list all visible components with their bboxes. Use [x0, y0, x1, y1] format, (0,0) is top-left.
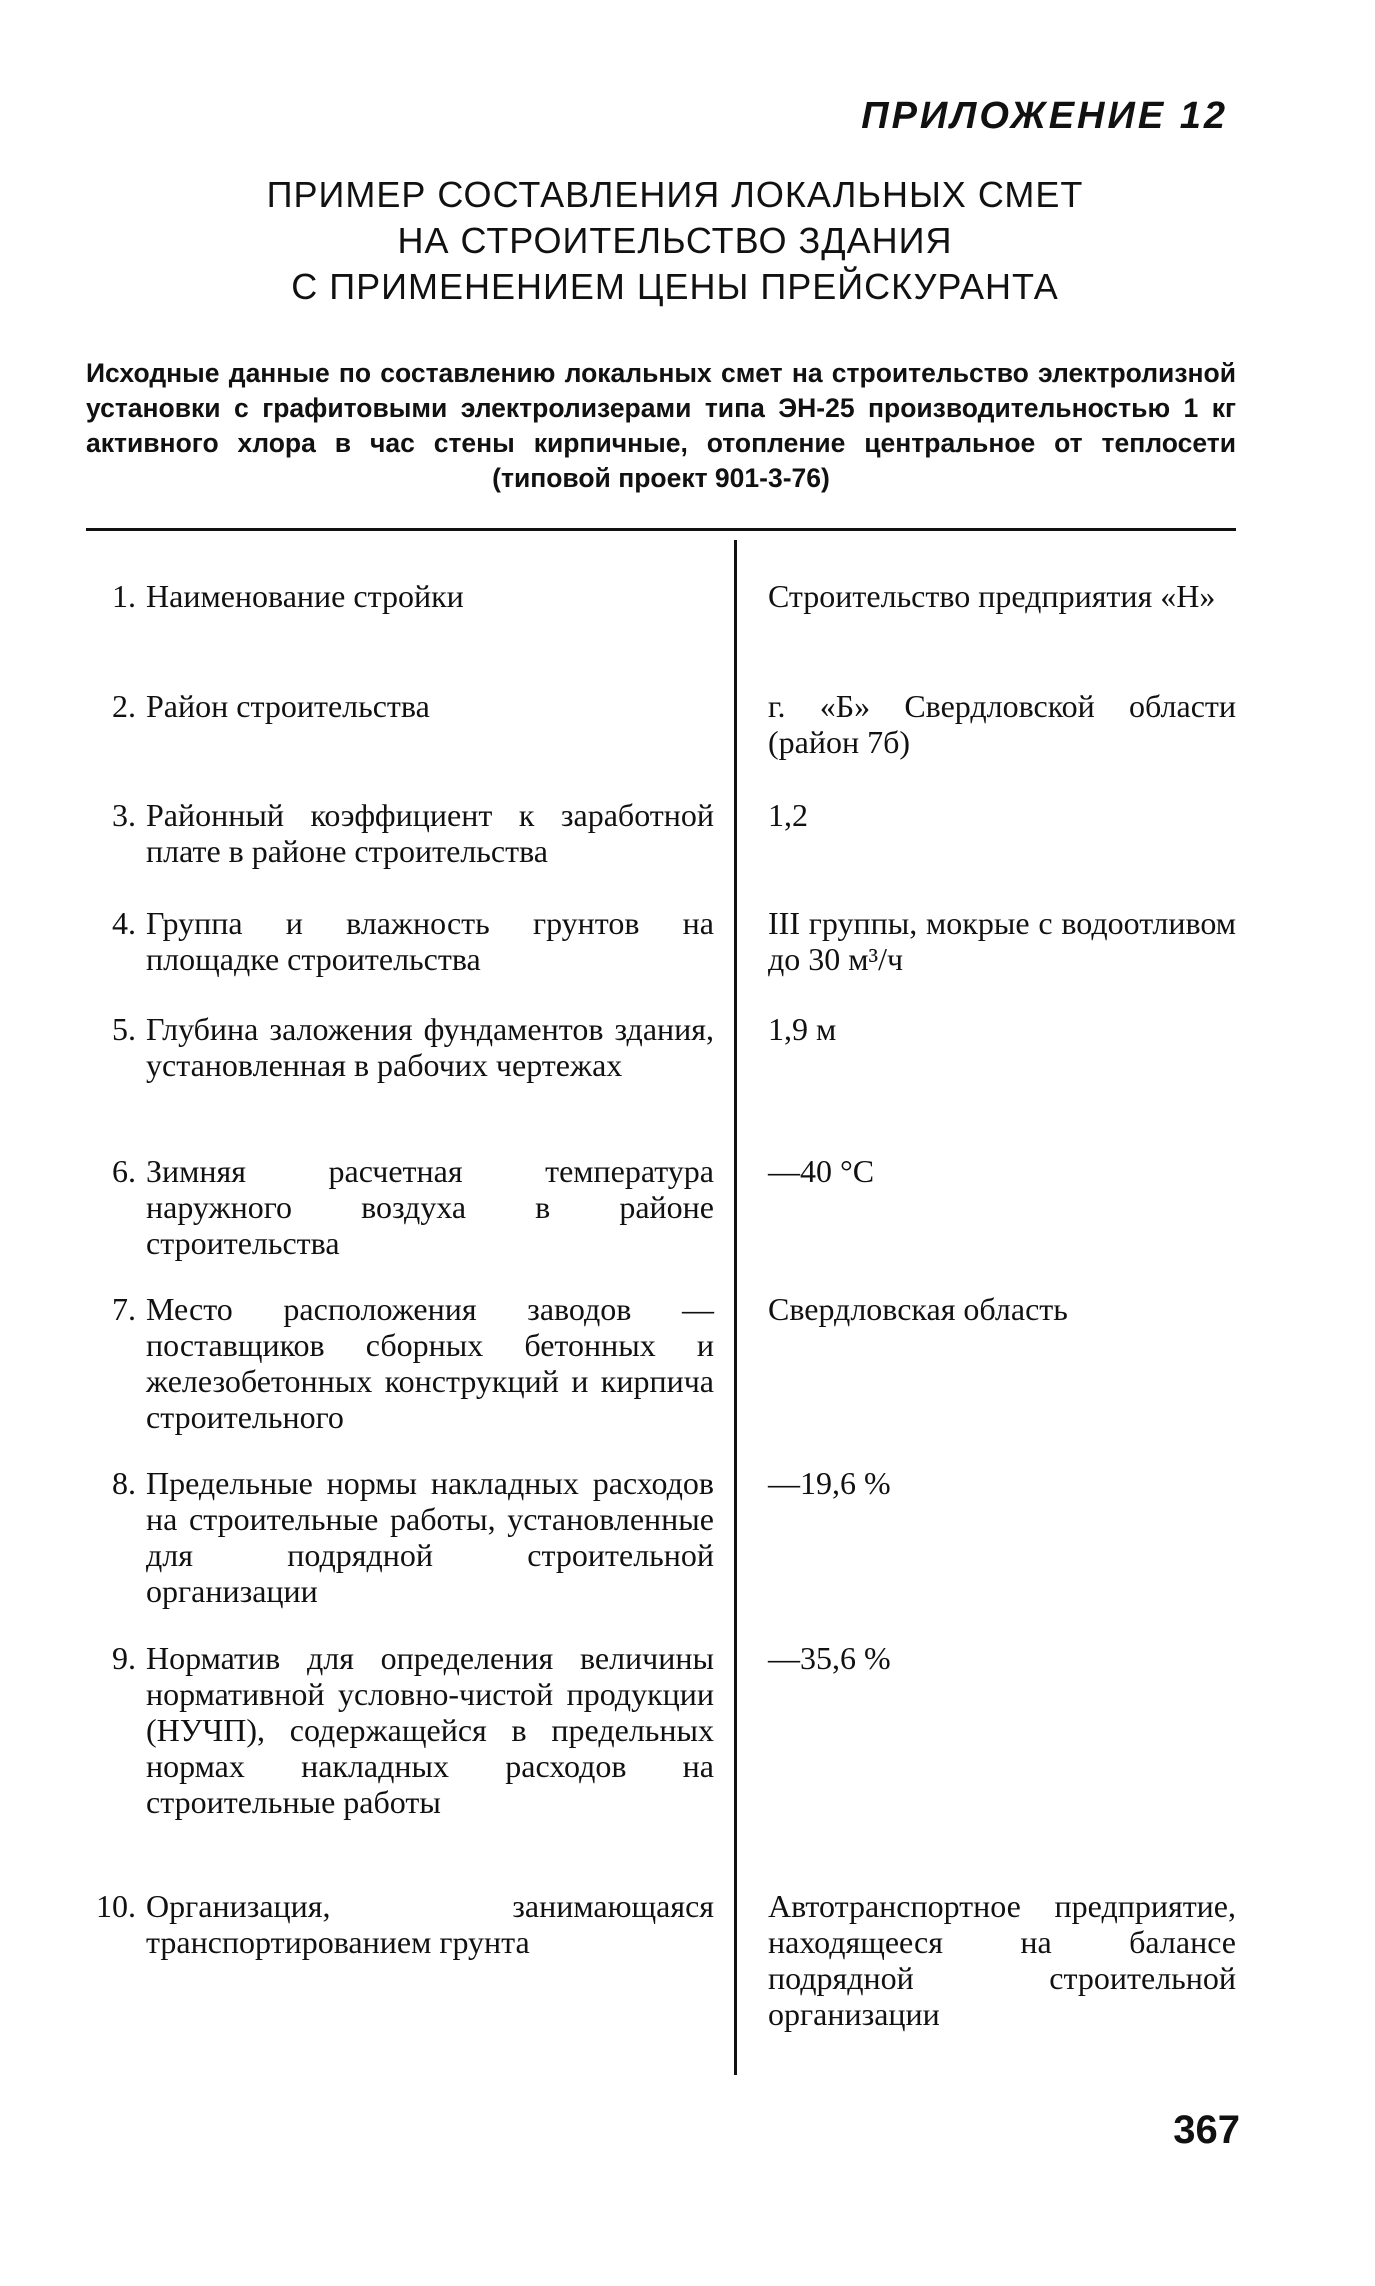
row-number: 8.	[112, 1465, 136, 1501]
row-value: —40 °С	[768, 1153, 875, 1189]
title-line-1: ПРИМЕР СОСТАВЛЕНИЯ ЛОКАЛЬНЫХ СМЕТ	[266, 174, 1084, 215]
horizontal-rule	[86, 528, 1236, 531]
row-parameter: Район строительства	[146, 688, 430, 724]
row-value: г. «Б» Свердловской области (район 7б)	[768, 688, 1236, 760]
row-number: 4.	[112, 905, 136, 941]
row-value: Свердловская область	[768, 1291, 1068, 1327]
row-number: 6.	[112, 1153, 136, 1189]
row-parameter: Районный коэффициент к заработной плате в районе строительства	[146, 797, 714, 869]
row-value: —35,6 %	[768, 1640, 891, 1676]
row-value: Строительство предприятия «Н»	[768, 578, 1216, 614]
row-number: 9.	[112, 1640, 136, 1676]
page-number: 367	[1173, 2108, 1240, 2152]
row-number: 2.	[112, 688, 136, 724]
row-number: 7.	[112, 1291, 136, 1327]
row-value: —19,6 %	[768, 1465, 891, 1501]
appendix-label: ПРИЛОЖЕНИЕ 12	[861, 95, 1228, 137]
row-value: III группы, мокрые с водоотливом до 30 м³/ч	[768, 905, 1236, 977]
row-parameter: Место расположения заводов — поставщиков сборных бетонных и железобетонных конструкций и кирпича строительного	[146, 1291, 714, 1435]
title-line-3: С ПРИМЕНЕНИЕМ ЦЕНЫ ПРЕЙСКУРАНТА	[291, 266, 1059, 307]
row-parameter: Норматив для определения величины нормативной условно-чистой продукции (НУЧП), содержащейся в предельных нормах накладных расходов на строительные работы	[146, 1640, 714, 1820]
row-value: Автотранспортное предприятие, находящееся на балансе подрядной строительной организации	[768, 1888, 1236, 2032]
page-title	[130, 172, 1220, 310]
row-parameter: Организация, занимающаяся транспортированием грунта	[146, 1888, 714, 1960]
row-parameter: Глубина заложения фундаментов здания, установленная в рабочих чертежах	[146, 1011, 714, 1083]
row-parameter: Зимняя расчетная температура наружного воздуха в районе строительства	[146, 1153, 714, 1261]
row-value: 1,2	[768, 797, 808, 833]
row-number: 3.	[112, 797, 136, 833]
row-number: 5.	[112, 1011, 136, 1047]
row-parameter: Предельные нормы накладных расходов на строительные работы, установленные для подрядной строительной организации	[146, 1465, 714, 1609]
row-number: 1.	[112, 578, 136, 614]
row-parameter: Наименование стройки	[146, 578, 464, 614]
row-parameter: Группа и влажность грунтов на площадке строительства	[146, 905, 714, 977]
intro-paragraph: Исходные данные по составлению локальных смет на строительство электролизной установки с графитовыми электролизерами типа ЭН-25 производительностью 1 кг активного хлора в час стены кирпичные, отопление центральное от теплосети (типовой проект 901-3-76)	[86, 358, 1236, 493]
title-line-2: НА СТРОИТЕЛЬСТВО ЗДАНИЯ	[397, 220, 953, 261]
column-divider	[734, 540, 737, 2075]
row-value: 1,9 м	[768, 1011, 837, 1047]
row-number: 10.	[96, 1888, 136, 1924]
